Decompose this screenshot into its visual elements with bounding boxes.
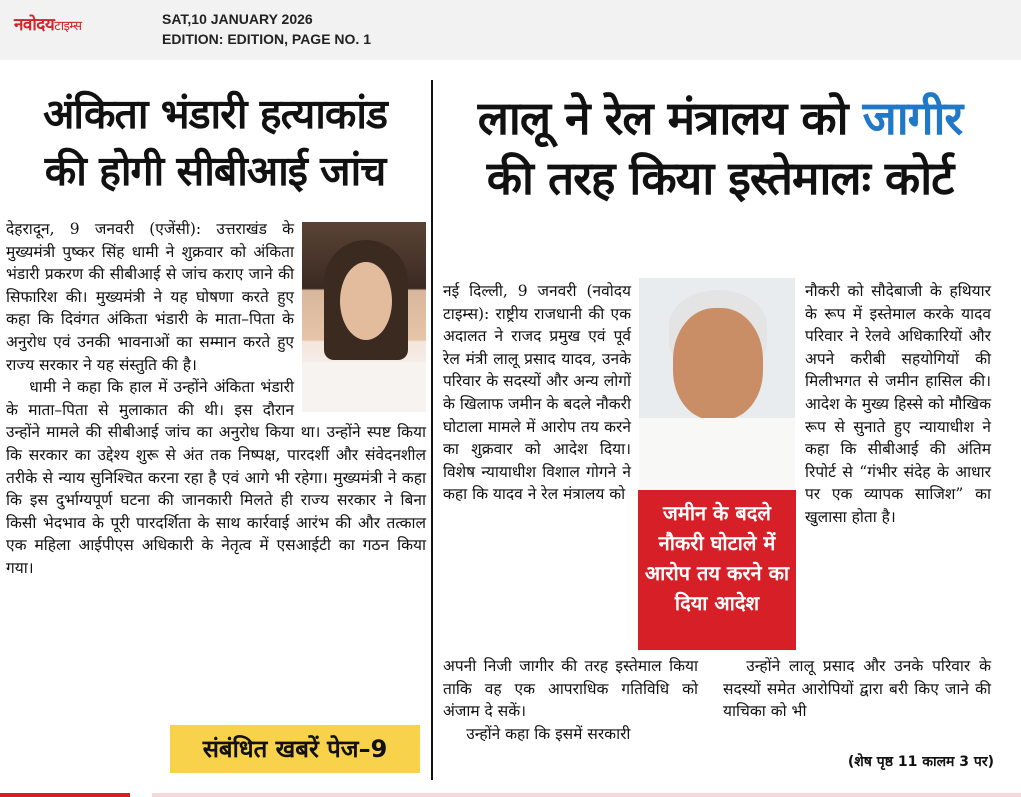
ankita-photo [302, 222, 426, 412]
bottom-left-text-2: उन्होंने कहा कि इसमें सरकारी [466, 724, 631, 743]
continued-note[interactable]: (शेष पृष्ठ 11 कालम 3 पर) [847, 754, 994, 770]
right-story-bottom[interactable] [443, 655, 991, 745]
right-headline-line1: लालू ने रेल मंत्रालय को जागीर [477, 91, 963, 145]
lalu-photo [639, 278, 795, 490]
bottom-left-text: अपनी निजी जागीर की तरह इस्तेमाल किया ताकि वह एक आपराधिक गतिविधि को अंजाम दे सकें। [443, 657, 698, 721]
footer-rule-red [0, 793, 130, 797]
right-headline-line2: की तरह किया इस्तेमालः कोर्ट [486, 151, 954, 205]
logo-sub: टाइम्स [54, 19, 82, 34]
newspaper-page [0, 60, 1021, 797]
right-story-col-1[interactable] [443, 280, 631, 506]
headline-highlight: जागीर [862, 91, 963, 145]
right-col2-text: नौकरी को सौदेबाजी के हथियार के रूप में इस्तेमाल करके यादव परिवार ने रेलवे अधिकारियों और अपने करीबी सहयोगियों की मिलीभगत से जमीन हासिल की। आदेश के मुख्य हिस्से को मौखिक रूप से सुनाते हुए न्यायाधीश ने कहा कि सीबीआई की अंतिम रिपोर्ट से “गंभीर संदेह के आधार पर एक व्यापक साजिश” का खुलासा होता है। [805, 282, 991, 526]
edition-page: EDITION: EDITION, PAGE NO. 1 [162, 31, 371, 47]
logo-main: नवोदय [14, 15, 55, 35]
bottom-right-text: उन्होंने लालू प्रसाद और उनके परिवार के सदस्यों समेत आरोपियों द्वारा बरी किए जाने की याचिका को भी [723, 657, 991, 721]
masthead-bar [0, 0, 1021, 61]
issue-date: SAT,10 JANUARY 2026 [162, 11, 313, 27]
related-news-badge[interactable]: संबंधित खबरें पेज–9 [170, 725, 420, 773]
edition-info [162, 9, 371, 49]
left-para-2: धामी ने कहा कि हाल में उन्होंने अंकिता भंडारी के माता–पिता से मुलाकात की थी। इस दौरान उन्होंने मामले की सीबीआई जांच का अनुरोध किया था। उन्होंने स्पष्ट किया कि सरकार का उद्देश्य शुरू से अंत तक निष्पक्ष, पारदर्शी और संवेदनशील तरीके से न्याय सुनिश्चित करना रहा है एवं आगे भी रहेगा। मुख्यमंत्री ने कहा कि इस दुर्भाग्यपूर्ण घटना की जानकारी मिलते ही राज्य सरकार ने बिना किसी भेदभाव के पूरी पारदर्शिता के साथ कार्रवाई आरंभ की और तत्काल एक महिला आईपीएस अधिकारी के नेतृत्व में एसआईटी का गठन किया गया। [6, 378, 426, 577]
footer-rule-pink [152, 793, 1021, 797]
bottom-left-block [443, 655, 698, 745]
left-story-body[interactable] [6, 218, 426, 580]
left-headline[interactable] [6, 86, 424, 200]
column-divider [431, 80, 433, 780]
left-headline-line2: की होगी सीबीआई जांच [44, 147, 386, 195]
left-headline-line1: अंकिता भंडारी हत्याकांड [43, 90, 387, 138]
callout-box: जमीन के बदले नौकरी घोटाले में आरोप तय करने का दिया आदेश [638, 490, 796, 650]
right-story-col-2[interactable] [805, 280, 991, 529]
right-col1-text: नई दिल्ली, 9 जनवरी (नवोदय टाइम्स): राष्ट्रीय राजधानी की एक अदालत ने राजद प्रमुख एवं पूर्व रेल मंत्री लालू प्रसाद यादव, उनके परिवार के सदस्यों और अन्य लोगों के खिलाफ जमीन के बदले नौकरी घोटाला मामले में आरोप तय करने का शुक्रवार को आदेश दिया। विशेष न्यायाधीश विशाल गोगने ने कहा कि यादव ने रेल मंत्रालय को [443, 282, 631, 504]
bottom-right-block [723, 655, 991, 745]
right-headline[interactable] [440, 88, 1000, 208]
newspaper-logo[interactable] [14, 12, 82, 35]
left-para-1: देहरादून, 9 जनवरी (एजेंसी): उत्तराखंड के मुख्यमंत्री पुष्कर सिंह धामी ने शुक्रवार को अंकिता भंडारी प्रकरण की सीबीआई से जांच कराए जाने की सिफारिश की। मुख्यमंत्री ने यह घोषणा करते हुए कहा कि दिवंगत अंकिता भंडारी के माता–पिता के अनुरोध एवं उनकी भावनाओं का सम्मान करते हुए राज्य सरकार ने यह संस्तुति की है। [6, 220, 294, 374]
